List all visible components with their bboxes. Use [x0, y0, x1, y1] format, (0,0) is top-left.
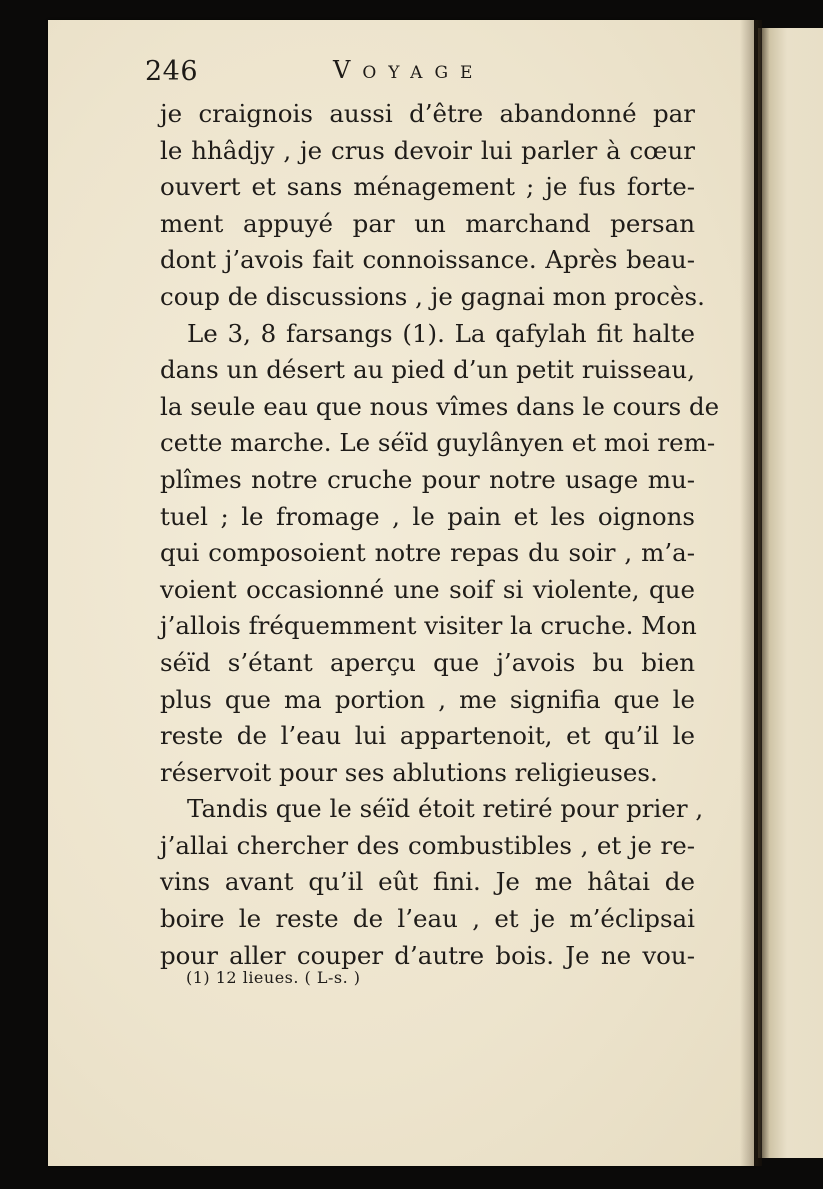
- text-line: pour aller couper d’autre bois. Je ne vou-: [160, 940, 695, 970]
- text-line: Tandis que le séïd étoit retiré pour prier ,: [187, 794, 704, 824]
- text-line: boire le reste de l’eau , et je m’éclipsai: [160, 904, 695, 934]
- text-line: tuel ; le fromage , le pain et les oignons: [160, 501, 695, 531]
- text-line: Le 3, 8 farsangs (1). La qafylah fit halte: [187, 318, 695, 348]
- text-line: réservoit pour ses ablutions religieuses.: [160, 757, 658, 787]
- text-line: séïd s’étant aperçu que j’avois bu bien: [160, 647, 695, 677]
- text-line: qui composoient notre repas du soir , m’a-: [160, 538, 695, 568]
- text-line: dans un désert au pied d’un petit ruisseau,: [160, 355, 695, 385]
- text-line: ouvert et sans ménagement ; je fus forte-: [160, 172, 695, 202]
- page-number: 246: [145, 56, 199, 87]
- text-line: coup de discussions , je gagnai mon procès.: [160, 281, 705, 311]
- text-line: la seule eau que nous vîmes dans le cours de: [160, 391, 720, 421]
- text-line: voient occasionné une soif si violente, que: [160, 574, 695, 604]
- text-line: cette marche. Le séïd guylânyen et moi rem-: [160, 428, 716, 458]
- body-text: [160, 96, 720, 974]
- text-line: dont j’avois fait connoissance. Après beau-: [160, 245, 695, 275]
- text-line: ment appuyé par un marchand persan: [160, 208, 695, 238]
- footnote: (1) 12 lieues. ( L-s. ): [186, 968, 361, 987]
- gutter-shadow: [740, 20, 762, 1166]
- text-line: plus que ma portion , me signifia que le: [160, 684, 695, 714]
- running-head: Voyage: [333, 56, 485, 84]
- text-line: plîmes notre cruche pour notre usage mu-: [160, 464, 695, 494]
- text-line: reste de l’eau lui appartenoit, et qu’il le: [160, 721, 695, 751]
- facing-page-edge: [758, 28, 823, 1158]
- text-line: vins avant qu’il eût fini. Je me hâtai de: [160, 867, 695, 897]
- text-line: j’allois fréquemment visiter la cruche. Mon: [160, 611, 697, 641]
- page-header: [145, 56, 705, 92]
- text-line: le hhâdjy , je crus devoir lui parler à cœur: [160, 135, 695, 165]
- text-line: j’allai chercher des combustibles , et je re-: [160, 830, 695, 860]
- text-line: je craignois aussi d’être abandonné par: [160, 99, 695, 128]
